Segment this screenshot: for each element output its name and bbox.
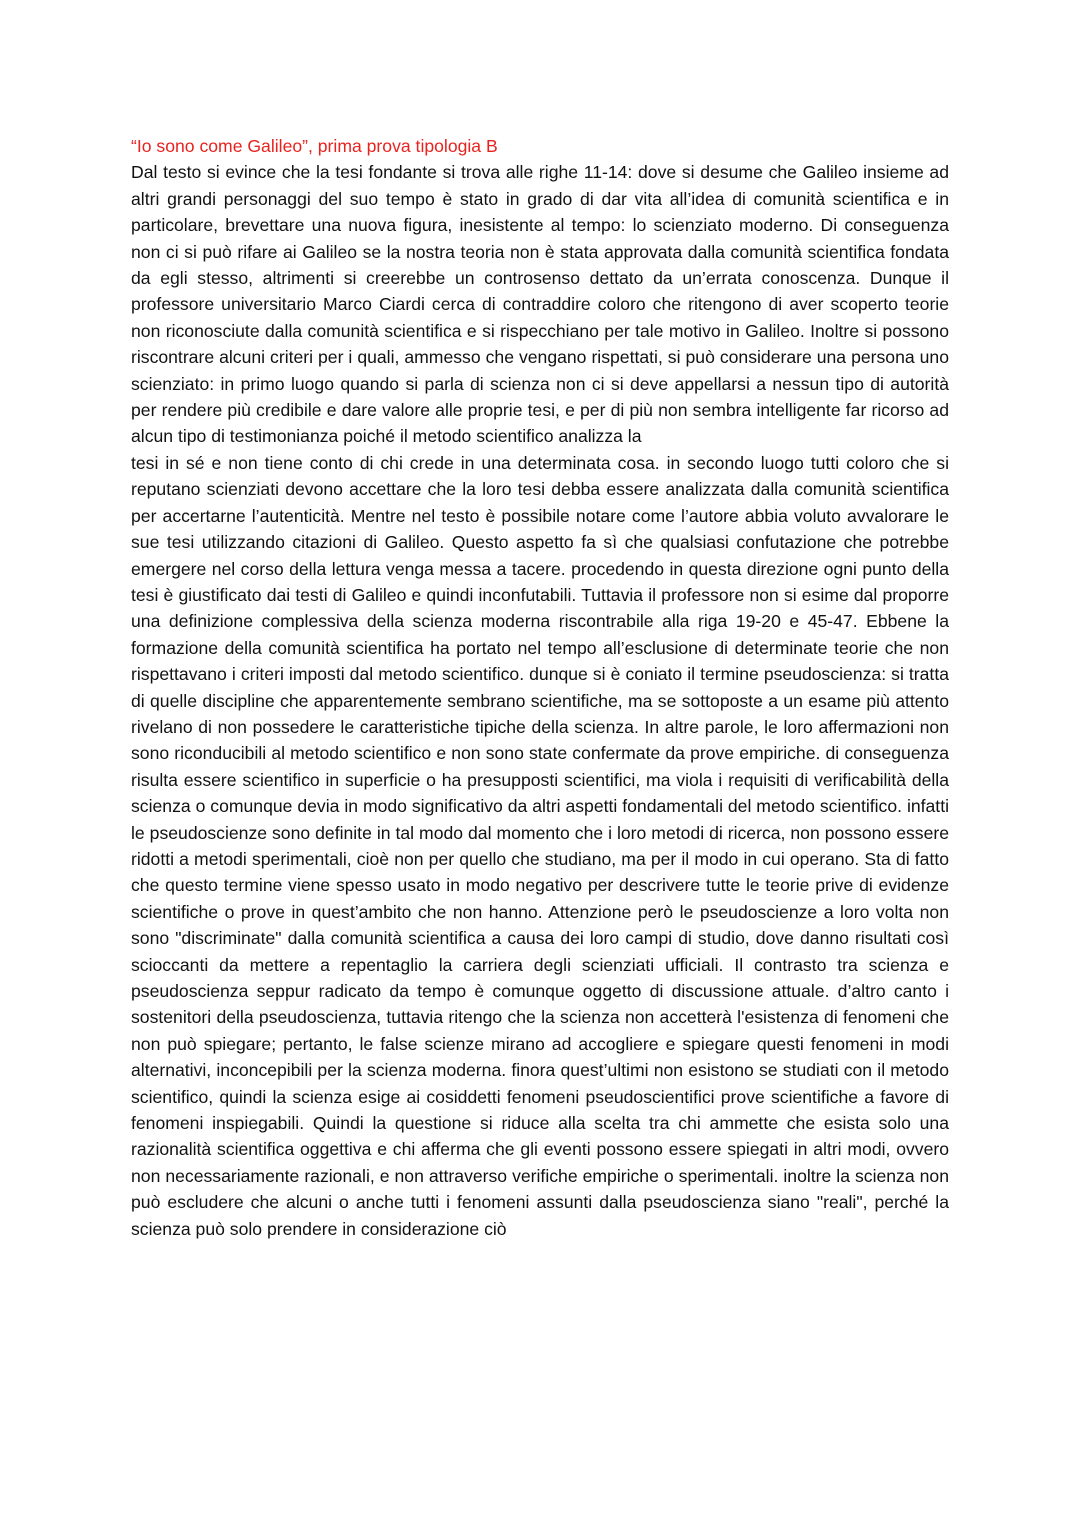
body-paragraph-1: Dal testo si evince che la tesi fondante si trova alle righe 11-14: dove si desume che Galileo insieme ad altri grandi personaggi del suo tempo è stato in grado di dar vita all’idea di comunità scientifica e in particolare, brevettare una nuova figura, inesistente al tempo: lo scienziato moderno. Di conseguenza non ci si può rifare ai Galileo se la nostra teoria non è stata approvata dalla comunità scientifica fondata da egli stesso, altrimenti si creerebbe un controsenso dettato da un’errata conoscenza. Dunque il professore universitario Marco Ciardi cerca di contraddire coloro che ritengono di aver scoperto teorie non riconosciute dalla comunità scientifica e si rispecchiano per tale motivo in Galileo. Inoltre si possono riscontrare alcuni criteri per i quali, ammesso che vengano rispettati, si può considerare una persona uno scienziato: in primo luogo quando si parla di scienza non ci si deve appellarsi a nessun tipo di autorità per rendere più credibile e dare valore alle proprie tesi, e per di più non sembra intelligente far ricorso ad alcun tipo di testimonianza poiché il metodo scientifico analizza la (131, 162, 949, 447)
body-paragraph-2: tesi in sé e non tiene conto di chi crede in una determinata cosa. in secondo luogo tutti coloro che si reputano scienziati devono accettare che la loro tesi debba essere analizzata dalla comunità scientifica per accertarne l’autenticità. Mentre nel testo è possibile notare come l’autore abbia voluto avvalorare le sue tesi utilizzando citazioni di Galileo. Questo aspetto fa sì che qualsiasi confutazione che potrebbe emergere nel corso della lettura venga messa a tacere. procedendo in questa direzione ogni punto della tesi è giustificato dai testi di Galileo e quindi inconfutabili. Tuttavia il professore non si esime dal proporre una definizione complessiva della scienza moderna riscontrabile alla riga 19-20 e 45-47. Ebbene la formazione della comunità scientifica ha portato nel tempo all’esclusione di determinate teorie che non rispettavano i criteri imposti dal metodo scientifico. dunque si è coniato il termine pseudoscienza: si tratta di quelle discipline che apparentemente sembrano scientifiche, ma se sottoposte a un esame più attento rivelano di non possedere le caratteristiche tipiche della scienza. In altre parole, le loro affermazioni non sono riconducibili al metodo scientifico e non sono state confermate da prove empiriche. di conseguenza risulta essere scientifico in superficie o ha presupposti scientifici, ma viola i requisiti di verificabilità della scienza o comunque devia in modo significativo da altri aspetti fondamentali del metodo scientifico. infatti le pseudoscienze sono definite in tal modo dal momento che i loro metodi di ricerca, non possono essere ridotti a metodi sperimentali, cioè non per quello che studiano, ma per il modo in cui operano. Sta di fatto che questo termine viene spesso usato in modo negativo per descrivere tutte le teorie prive di evidenze scientifiche o prove in quest’ambito che non hanno. Attenzione però le pseudoscienze a loro volta non sono "discriminate" dalla comunità scientifica a causa dei loro campi di studio, dove danno risultati così scioccanti da mettere a repentaglio la carriera degli scienziati ufficiali. Il contrasto tra scienza e pseudoscienza seppur radicato da tempo è comunque oggetto di discussione attuale. d’altro canto i sostenitori della pseudoscienza, tuttavia ritengo che la scienza non accetterà l'esistenza di fenomeni che non può spiegare; pertanto, le false scienze mirano ad accogliere e spiegare questi fenomeni in modi alternativi, inconcepibili per la scienza moderna. finora quest’ultimi non esistono se studiati con il metodo scientifico, quindi la scienza esige ai cosiddetti fenomeni pseudoscientifici prove scientifiche a favore di fenomeni inspiegabili. Quindi la questione si riduce alla scelta tra chi ammette che esista solo una razionalità scientifica oggettiva e chi afferma che gli eventi possono essere spiegati in altri modi, ovvero non necessariamente razionali, e non attraverso verifiche empiriche o sperimentali. inoltre la scienza non può escludere che alcuni o anche tutti i fenomeni assunti dalla pseudoscienza siano "reali", perché la scienza può solo prendere in considerazione ciò (131, 452, 949, 1239)
document-title: “Io sono come Galileo”, prima prova tipologia B (131, 136, 498, 156)
document-page (131, 133, 949, 1242)
